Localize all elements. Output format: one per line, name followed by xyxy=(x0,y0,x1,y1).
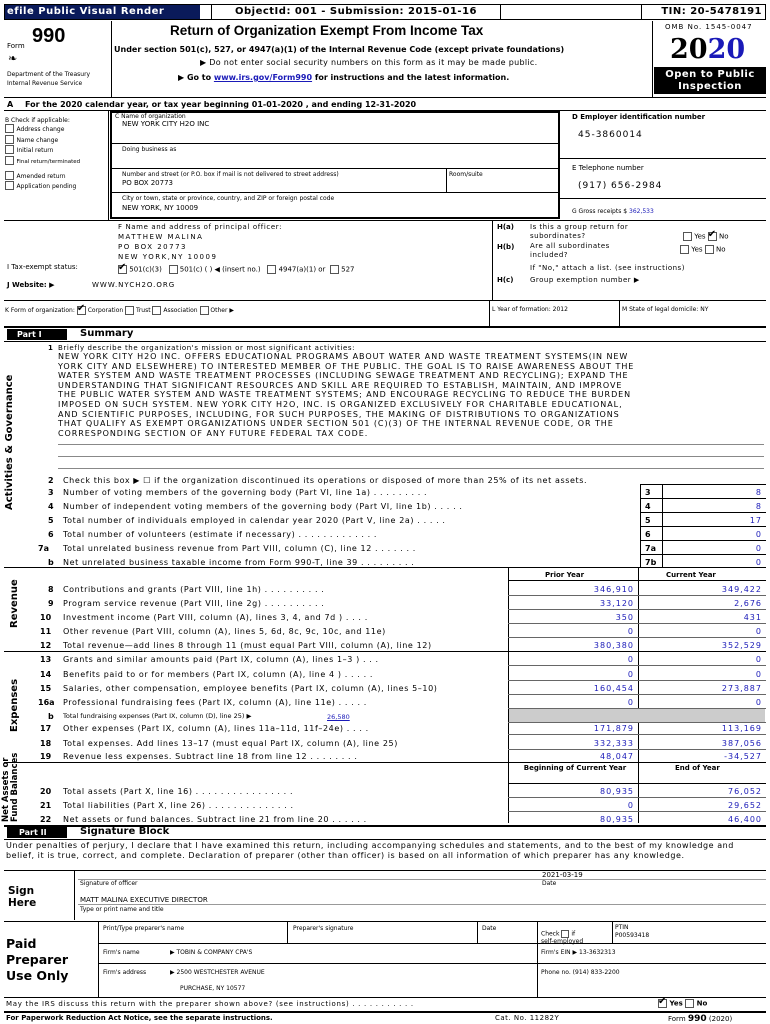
mission-line: WATER SYSTEM AND WASTE TREATMENT PROCESSES (INCLUDING SEWAGE TREATMENT AND RECYCLING); EXPAND THE xyxy=(58,371,629,381)
expense-row-label: Salaries, other compensation, employee benefits (Part IX, column (A), lines 5–10) xyxy=(63,684,438,693)
gov-row-label: Total unrelated business revenue from Part VIII, column (C), line 12 . . . . . . . xyxy=(63,544,416,553)
mission-line: AND SCIENTIFIC PURPOSES, INCLUDING, FOR SUCH PURPOSES, THE MAKING OF DISTRIBUTIONS TO ORGANIZATIONS xyxy=(58,409,620,419)
revenue-row-num: 8 xyxy=(48,585,54,594)
website-value[interactable]: WWW.NYCH2O.ORG xyxy=(92,281,176,289)
expense-row-num: 18 xyxy=(40,739,52,748)
phone-label: E Telephone number xyxy=(572,164,644,172)
check-amended-return[interactable]: Amended return xyxy=(5,171,87,182)
mission-line: NEW YORK CITY H2O INC. OFFERS EDUCATIONAL PROGRAMS ABOUT WATER AND WASTE TREATMENT SYSTEMS(IN NEW xyxy=(58,352,629,361)
sig-date-label: Date xyxy=(542,880,557,887)
net-assets-row-current: 29,652 xyxy=(728,801,762,810)
gov-row-box: 7a xyxy=(645,544,656,553)
prep-name-label: Print/Type preparer's name xyxy=(103,925,185,932)
sign-here: Sign Here xyxy=(8,885,37,909)
expense-row-prior: 332,333 xyxy=(593,739,634,748)
current-year-head: Current Year xyxy=(666,571,716,579)
gov-row-value: 0 xyxy=(755,530,762,539)
perjury-text: Under penalties of perjury, I declare that I have examined this return, including accompanying schedules and statements, and to the best of my knowledge and belief, it is true, correct, and complete. Declaration of preparer (other than officer) is based on all information of which preparer has any knowledge. xyxy=(6,841,734,860)
expense-row-current: 273,887 xyxy=(721,684,762,693)
gov-row-value: 17 xyxy=(749,516,762,525)
name-title-label: Type or print name and title xyxy=(80,906,164,913)
expense-row-current: 0 xyxy=(755,670,762,679)
paid-preparer: Paid Preparer Use Only xyxy=(6,936,69,983)
goto-note: ▶ Go to www.irs.gov/Form990 for instructions and the latest information. xyxy=(178,73,510,82)
expense-row-label: Benefits paid to or for members (Part IX, column (A), line 4 ) . . . . . xyxy=(63,670,374,679)
net-assets-row-current: 46,400 xyxy=(728,815,762,824)
gov-row-value: 0 xyxy=(755,544,762,553)
net-assets-row-num: 20 xyxy=(40,787,52,796)
footer-form: Form 990 (2020) xyxy=(668,1014,733,1024)
object-id: ObjectId: 001 - Submission: 2015-01-16 xyxy=(211,5,501,19)
form-number: 990 xyxy=(32,25,66,47)
ha-text: Is this a group return for subordinates? xyxy=(530,223,629,240)
render-label: efile Public Visual Render xyxy=(5,5,200,19)
sign-date[interactable]: 2021-03-19 xyxy=(542,871,583,879)
gov-row-num: 3 xyxy=(48,488,54,497)
legal-domicile: M State of legal domicile: NY xyxy=(622,306,709,313)
check-address-change[interactable]: Address change xyxy=(5,124,87,135)
mission-line: YORK CITY AND ELSEWHERE) TO INTERESTED MEMBER OF THE PUBLIC. THE GOAL IS TO RAISE AWARENESS ABOUT THE xyxy=(58,361,635,371)
gov-row-num: 6 xyxy=(48,530,54,539)
hb-yes-no[interactable]: Yes No xyxy=(680,245,726,254)
side-activities: Activities & Governance xyxy=(4,374,15,510)
expense-row-label: Professional fundraising fees (Part IX, column (A), line 11e) . . . . . xyxy=(63,698,367,707)
tax-exempt-label: I Tax-exempt status: xyxy=(7,263,78,271)
line-a: For the 2020 calendar year, or tax year beginning 01-01-2020 , and ending 12-31-2020 xyxy=(25,100,417,109)
tax-year: 2020 xyxy=(670,34,746,65)
gov-row-value: 8 xyxy=(755,502,762,511)
discuss-yes-no[interactable]: ✔ Yes No xyxy=(658,999,707,1008)
expense-row-current: 387,056 xyxy=(721,739,762,748)
dba-label: Doing business as xyxy=(122,146,177,153)
prior-year-head: Prior Year xyxy=(545,571,585,579)
revenue-row-current: 0 xyxy=(755,627,762,636)
gov-row-label: Number of voting members of the governing body (Part VI, line 1a) . . . . . . . . . xyxy=(63,488,428,497)
sig-officer-label: Signature of officer xyxy=(80,880,138,887)
form-label: Form xyxy=(7,42,25,50)
mission-line: IMPOSED ON SUCH SYSTEM. NEW YORK CITY H2O, INC. IS ORGANIZED EXCLUSIVELY FOR CHARITABLE EDUCATIONAL, xyxy=(58,399,623,409)
officer-address: MATTHEW MALINA PO BOX 20773 NEW YORK,NY 10009 xyxy=(118,233,218,261)
gov-row-label: Net unrelated business taxable income from Form 990-T, line 39 . . . . . . . . . xyxy=(63,558,415,567)
expense-row-prior: 0 xyxy=(627,698,634,707)
street-label: Number and street (or P.O. box if mail is not delivered to street address) xyxy=(122,171,339,178)
revenue-row-label: Program service revenue (Part VIII, line 2g) . . . . . . . . . . xyxy=(63,599,325,608)
gov-row-label: Total number of individuals employed in calendar year 2020 (Part V, line 2a) . . . . . xyxy=(63,516,446,525)
gov-row-num: 5 xyxy=(48,516,54,525)
gov-row-box: 3 xyxy=(645,488,651,497)
omb-number: OMB No. 1545-0047 xyxy=(665,23,753,31)
mission-line: THE PUBLIC WATER SYSTEM AND WASTE TREATMENT SYSTEMS; AND ENCOURAGE RECYCLING TO REDUCE THE BURDEN xyxy=(58,390,632,400)
tax-exempt-options[interactable]: ✔ 501(c)(3) 501(c) ( ) ◀ (insert no.) 4947(a)(1) or 527 xyxy=(118,265,355,274)
expense-row-label: Total expenses. Add lines 13–17 (must equal Part IX, column (A), line 25) xyxy=(63,739,398,748)
expense-row-label: Other expenses (Part IX, column (A), lines 11a–11d, 11f–24e) . . . . xyxy=(63,724,369,733)
revenue-row-label: Total revenue—add lines 8 through 11 (must equal Part VIII, column (A), line 12) xyxy=(63,641,432,650)
ha-yes-no[interactable]: Yes ✔ No xyxy=(683,232,729,241)
net-assets-row-label: Net assets or fund balances. Subtract line 21 from line 20 . . . . . . xyxy=(63,815,367,824)
revenue-row-label: Investment income (Part VIII, column (A), lines 3, 4, and 7d ) . . . . xyxy=(63,613,368,622)
side-expenses: Expenses xyxy=(9,678,20,732)
gov-row-box: 6 xyxy=(645,530,651,539)
mission-line: CORRESPONDING SECTION OF ANY FUTURE FEDERAL TAX CODE. xyxy=(58,428,369,438)
ptin: PTIN P00593418 xyxy=(615,924,650,939)
eoy-head: End of Year xyxy=(675,764,720,772)
gov-row-num: 7a xyxy=(38,544,49,553)
gov-row-label: Check this box ▶ ☐ if the organization discontinued its operations or disposed of more than 25% of its net assets. xyxy=(63,476,588,485)
gov-row-value: 8 xyxy=(755,488,762,497)
check-initial-return[interactable]: Initial return xyxy=(5,145,87,156)
expense-row-label: Total fundraising expenses (Part IX, column (D), line 25) ▶ xyxy=(63,712,252,720)
expense-row-prior: 0 xyxy=(627,655,634,664)
ssn-note: ▶ Do not enter social security numbers on this form as it may be made public. xyxy=(200,58,538,67)
expense-row-label: Grants and similar amounts paid (Part IX, column (A), lines 1–3 ) . . . xyxy=(63,655,379,664)
gov-row-label: Number of independent voting members of the governing body (Part VI, line 1b) . . . . . xyxy=(63,502,463,511)
phone-value: (917) 656-2984 xyxy=(578,181,663,191)
firm-address: ▶ 2500 WESTCHESTER AVENUE xyxy=(170,969,265,976)
net-assets-row-label: Total assets (Part X, line 16) . . . . . . . . . . . . . . . . xyxy=(63,787,294,796)
discuss-question: May the IRS discuss this return with the preparer shown above? (see instructions) . . . . . . . . . . . xyxy=(6,1000,414,1008)
check-name-change[interactable]: Name change xyxy=(5,135,87,146)
hc-text: Group exemption number ▶ xyxy=(530,276,640,284)
gov-row-num: 2 xyxy=(48,476,54,485)
hb-text: Are all subordinates included? xyxy=(530,242,610,259)
firm-city: PURCHASE, NY 10577 xyxy=(180,985,246,992)
expense-row-num: 19 xyxy=(40,752,52,761)
firm-phone: Phone no. (914) 833-2200 xyxy=(541,969,620,976)
expense-row-num: 13 xyxy=(40,655,52,664)
gov-row-label: Total number of volunteers (estimate if necessary) . . . . . . . . . . . . . xyxy=(63,530,378,539)
gross-receipts: G Gross receipts $ 362,533 xyxy=(572,208,654,215)
expense-row-label: Revenue less expenses. Subtract line 18 from line 12 . . . . . . . . xyxy=(63,752,358,761)
check-final-return[interactable]: Final return/terminated xyxy=(5,156,87,171)
city-label: City or town, state or province, country, and ZIP or foreign postal code xyxy=(122,195,335,202)
mission-label: Briefly describe the organization's mission or most significant activities: xyxy=(58,344,356,352)
city-value: NEW YORK, NY 10009 xyxy=(122,204,199,212)
net-assets-row-prior: 80,935 xyxy=(600,815,634,824)
org-form[interactable]: K Form of organization: ✔ Corporation Trust Association Other ▶ xyxy=(5,306,234,315)
expense-row-num: 15 xyxy=(40,684,52,693)
irs-link[interactable]: www.irs.gov/Form990 xyxy=(213,73,313,82)
check-application-pending[interactable]: Application pending xyxy=(5,181,87,192)
mission-text xyxy=(58,352,764,438)
revenue-row-current: 352,529 xyxy=(721,641,762,650)
mission-line: UNDERSTANDING THAT SIGNIFICANT RESOURCES AND SKILL ARE REQUIRED TO ESTABLISH, MAINTAIN, AND IMPROVE xyxy=(58,380,623,390)
expense-row-prior: 48,047 xyxy=(600,752,634,761)
hc-label: H(c) xyxy=(497,276,514,284)
net-assets-row-current: 76,052 xyxy=(728,787,762,796)
expense-row-num: 16a xyxy=(38,698,55,707)
revenue-row-num: 9 xyxy=(48,599,54,608)
officer-name[interactable]: MATT MALINA EXECUTIVE DIRECTOR xyxy=(80,896,208,904)
org-name: NEW YORK CITY H2O INC xyxy=(122,120,210,128)
form-title: Return of Organization Exempt From Income Tax xyxy=(170,23,484,38)
footer-cat: Cat. No. 11282Y xyxy=(495,1014,560,1022)
mission-num: 1 xyxy=(48,344,53,352)
expense-row-prior: 171,879 xyxy=(593,724,634,733)
part1-tag: Part I xyxy=(7,329,67,340)
website-label: J Website: ▶ xyxy=(7,281,55,289)
revenue-row-num: 11 xyxy=(40,627,52,636)
line-a-letter: A xyxy=(7,100,14,109)
hb-note: If "No," attach a list. (see instructions) xyxy=(530,264,685,272)
gov-row-num: 4 xyxy=(48,502,54,511)
gov-row-num: b xyxy=(48,558,54,567)
net-assets-row-label: Total liabilities (Part X, line 26) . . . . . . . . . . . . . . xyxy=(63,801,294,810)
expense-row-fundraising-total: 26,580 xyxy=(327,713,350,721)
dept-label: Department of the Treasury Internal Revenue Service xyxy=(7,71,91,87)
expense-row-prior: 0 xyxy=(627,670,634,679)
eagle-icon: ❧ xyxy=(8,52,18,65)
expense-row-num: b xyxy=(48,712,54,721)
gov-row-box: 7b xyxy=(645,558,657,567)
ein-value: 45-3860014 xyxy=(578,130,643,140)
gov-row-value: 0 xyxy=(755,558,762,567)
form-subtitle: Under section 501(c), 527, or 4947(a)(1) of the Internal Revenue Code (except private foundations) xyxy=(114,45,565,54)
revenue-row-prior: 0 xyxy=(627,627,634,636)
revenue-row-prior: 380,380 xyxy=(593,641,634,650)
expense-row-num: 17 xyxy=(40,724,52,733)
net-assets-row-num: 22 xyxy=(40,815,52,824)
boy-head: Beginning of Current Year xyxy=(523,764,627,772)
open-inspection: Open to Public Inspection xyxy=(654,67,766,94)
net-assets-row-prior: 80,935 xyxy=(600,787,634,796)
sec-b-label: B Check if applicable: xyxy=(5,117,70,124)
revenue-row-prior: 33,120 xyxy=(600,599,634,608)
org-name-label: C Name of organization xyxy=(115,113,186,120)
firm-name-label: Firm's name xyxy=(103,949,140,956)
prep-sig-label: Preparer's signature xyxy=(293,925,354,932)
tin: TIN: 20-5478191 xyxy=(641,5,765,19)
revenue-row-prior: 350 xyxy=(615,613,634,622)
expense-row-current: 113,169 xyxy=(721,724,762,733)
revenue-row-current: 349,422 xyxy=(721,585,762,594)
revenue-row-current: 431 xyxy=(743,613,762,622)
footer-notice: For Paperwork Reduction Act Notice, see the separate instructions. xyxy=(6,1014,273,1022)
firm-name: ▶ TOBIN & COMPANY CPA'S xyxy=(170,949,253,956)
firm-ein: Firm's EIN ▶ 13-3632313 xyxy=(541,949,616,956)
net-assets-row-num: 21 xyxy=(40,801,52,810)
shaded-cell xyxy=(509,709,765,722)
gov-row-box: 5 xyxy=(645,516,651,525)
check-list xyxy=(5,124,87,192)
top-bar xyxy=(4,4,766,20)
revenue-row-current: 2,676 xyxy=(734,599,762,608)
firm-addr-label: Firm's address xyxy=(103,969,147,976)
formation-year: L Year of formation: 2012 xyxy=(492,306,568,313)
prep-date-label: Date xyxy=(482,925,497,932)
side-netassets: Net Assets or Fund Balances xyxy=(1,752,20,822)
revenue-row-label: Contributions and grants (Part VIII, line 1h) . . . . . . . . . . xyxy=(63,585,325,594)
revenue-row-num: 10 xyxy=(40,613,52,622)
expense-row-num: 14 xyxy=(40,670,52,679)
revenue-row-prior: 346,910 xyxy=(593,585,634,594)
part1-title: Summary xyxy=(80,328,134,339)
room-label: Room/suite xyxy=(449,171,483,178)
mission-line: THAT QUALIFY AS EXEMPT ORGANIZATIONS UNDER SECTION 501 (C)(3) OF THE INTERNAL REVENUE CODE, OR THE xyxy=(58,419,614,429)
side-revenue: Revenue xyxy=(9,579,20,628)
expense-row-current: -34,527 xyxy=(724,752,762,761)
revenue-row-num: 12 xyxy=(40,641,52,650)
net-assets-row-prior: 0 xyxy=(627,801,634,810)
part2-title: Signature Block xyxy=(80,826,170,837)
hb-label: H(b) xyxy=(497,243,515,251)
part2-tag: Part II xyxy=(7,827,67,838)
self-employed-check[interactable]: Check if self-employed xyxy=(541,930,584,945)
ein-label: D Employer identification number xyxy=(572,113,706,121)
revenue-row-label: Other revenue (Part VIII, column (A), lines 5, 6d, 8c, 9c, 10c, and 11e) xyxy=(63,627,386,636)
expense-row-current: 0 xyxy=(755,655,762,664)
expense-row-prior: 160,454 xyxy=(593,684,634,693)
street-value: PO BOX 20773 xyxy=(122,179,173,187)
officer-label: F Name and address of principal officer: xyxy=(118,223,283,231)
expense-row-current: 0 xyxy=(755,698,762,707)
ha-label: H(a) xyxy=(497,223,514,231)
gov-row-box: 4 xyxy=(645,502,651,511)
